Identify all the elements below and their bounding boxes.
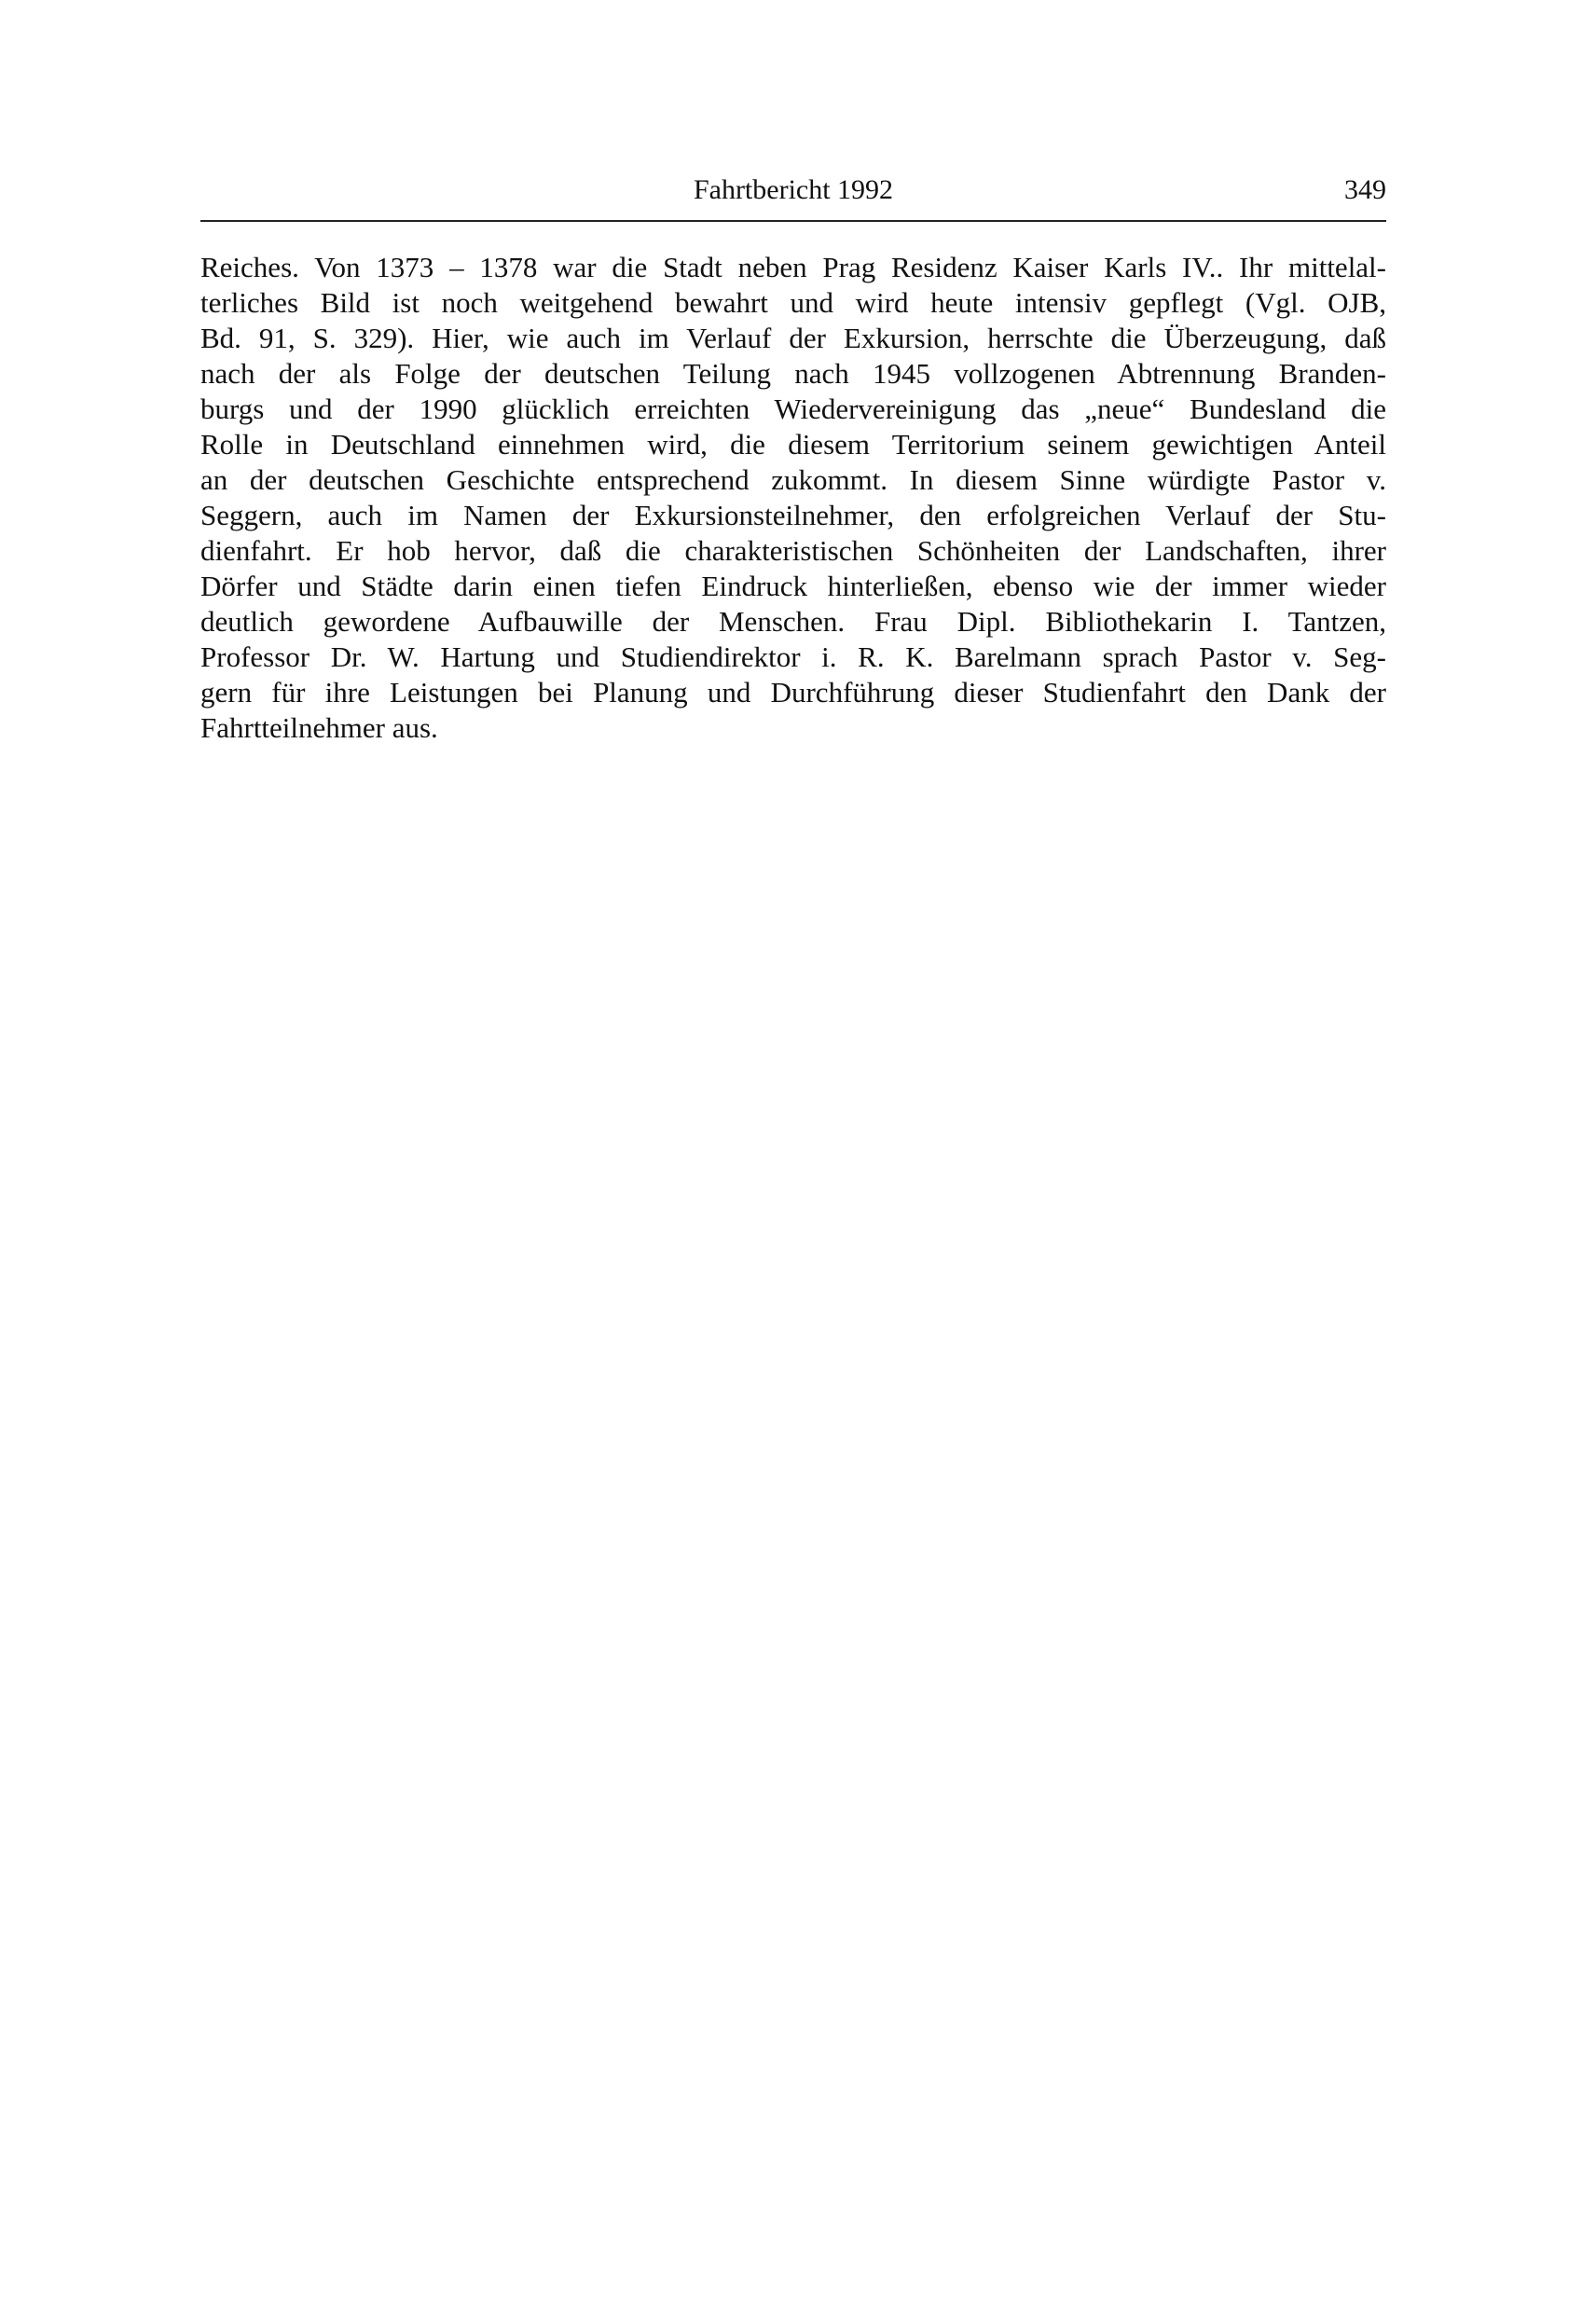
text-line: deutlich gewordene Aufbauwille der Menschen. Frau Dipl. Bibliothekarin I. Tantzen,: [200, 605, 1386, 638]
body-paragraph: [200, 250, 1386, 746]
page-number: 349: [1344, 174, 1386, 205]
text-line: gern für ihre Leistungen bei Planung und Durchführung dieser Studienfahrt den Dank der: [200, 676, 1386, 709]
text-line: Reiches. Von 1373 – 1378 war die Stadt neben Prag Residenz Kaiser Karls IV.. Ihr mittelal-: [200, 251, 1386, 283]
text-line: Seggern, auch im Namen der Exkursionsteilnehmer, den erfolgreichen Verlauf der Stu-: [200, 499, 1386, 531]
running-head: [200, 172, 1386, 218]
text-line: Dörfer und Städte darin einen tiefen Eindruck hinterließen, ebenso wie der immer wieder: [200, 570, 1386, 602]
text-line: Professor Dr. W. Hartung und Studiendirektor i. R. K. Barelmann sprach Pastor v. Seg-: [200, 640, 1386, 673]
text-line: Rolle in Deutschland einnehmen wird, die diesem Territorium seinem gewichtigen Anteil: [200, 428, 1386, 461]
running-title: Fahrtbericht 1992: [693, 174, 894, 205]
text-line: Bd. 91, S. 329). Hier, wie auch im Verlauf der Exkursion, herrschte die Überzeugung, daß: [200, 322, 1386, 354]
text-line: terliches Bild ist noch weitgehend bewahrt und wird heute intensiv gepflegt (Vgl. OJB,: [200, 286, 1386, 319]
text-line: dienfahrt. Er hob hervor, daß die charakteristischen Schönheiten der Landschaften, ihrer: [200, 534, 1386, 567]
header-rule: [200, 220, 1386, 222]
text-line: nach der als Folge der deutschen Teilung nach 1945 vollzogenen Abtrennung Branden-: [200, 357, 1386, 390]
text-line: Fahrtteilnehmer aus.: [200, 711, 438, 744]
text-line: an der deutschen Geschichte entsprechend zukommt. In diesem Sinne würdigte Pastor v.: [200, 463, 1386, 496]
text-line: burgs und der 1990 glücklich erreichten Wiedervereinigung das „neue“ Bundesland die: [200, 392, 1386, 425]
